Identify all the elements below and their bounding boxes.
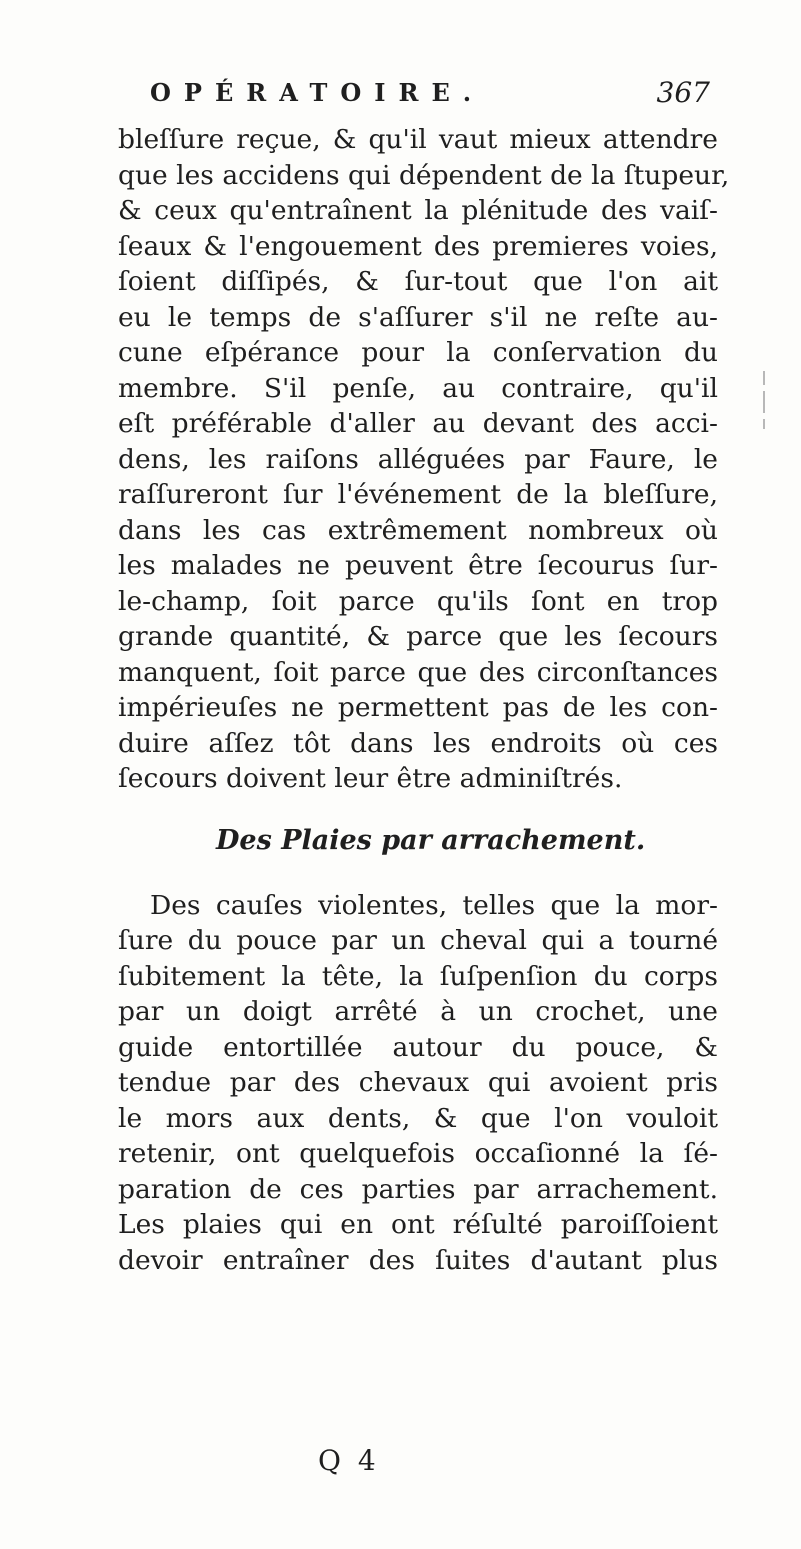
text-line: ſecours doivent leur être adminiſtrés.	[118, 763, 623, 794]
text-line: & ceux qu'entraînent la plénitude des vaiſ-	[118, 195, 718, 226]
text-line: impérieuſes ne permettent pas de les con-	[118, 692, 718, 723]
text-line: que les accidens qui dépendent de la ſtupeur,	[118, 159, 730, 191]
section-title: Des Plaies par arrachement.	[216, 824, 646, 856]
text-line: ſure du pouce par un cheval qui a tourné	[118, 925, 718, 956]
text-line: retenir, ont quelquefois occaſionné la ſé-	[118, 1138, 718, 1169]
text-line: devoir entraîner des ſuites d'autant plus	[118, 1244, 718, 1276]
text-line: grande quantité, & parce que les ſecours	[118, 621, 718, 652]
text-line: les malades ne peuvent être ſecourus ſur-	[118, 550, 718, 581]
margin-marks	[757, 365, 771, 445]
text-line: Les plaies qui en ont réſulté paroiſſoient	[118, 1209, 718, 1240]
text-line: manquent, ſoit parce que des circonſtances	[118, 656, 718, 688]
margin-mark	[763, 391, 765, 413]
text-line: dans les cas extrêmement nombreux où	[118, 514, 718, 546]
text-line: bleſſure reçue, & qu'il vaut mieux attendre	[118, 124, 718, 155]
text-line: duire aſſez tôt dans les endroits où ces	[118, 727, 718, 759]
text-line: par un doigt arrêté à un crochet, une	[118, 996, 718, 1027]
text-line: ſubitement la tête, la ſuſpenſion du corps	[118, 960, 718, 992]
text-line: eu le temps de s'aſſurer s'il ne reſte au-	[118, 301, 718, 333]
signature-mark: Q 4	[318, 1444, 380, 1477]
running-head: OPÉRATOIRE.	[150, 78, 485, 107]
text-line: ſeaux & l'engouement des premieres voies,	[118, 230, 718, 262]
text-line: ſoient diſſipés, & ſur-tout que l'on ait	[118, 266, 718, 297]
margin-mark	[763, 419, 765, 429]
text-line: raſſureront ſur l'événement de la bleſſure,	[118, 479, 718, 510]
text-line: Des cauſes violentes, telles que la mor-	[150, 889, 718, 921]
text-line: le mors aux dents, & que l'on vouloit	[118, 1102, 718, 1134]
text-line: paration de ces parties par arrachement.	[118, 1173, 718, 1205]
paragraph-1	[118, 122, 730, 797]
page-header	[150, 78, 710, 118]
text-line: dens, les raiſons alléguées par Faure, le	[118, 443, 718, 475]
body-text	[118, 122, 730, 1278]
page-number: 367	[656, 76, 710, 109]
text-line: le-champ, ſoit parce qu'ils ſont en trop	[118, 585, 718, 617]
text-line: guide entortillée autour du pouce, &	[118, 1031, 718, 1063]
text-line: tendue par des chevaux qui avoient pris	[118, 1067, 718, 1098]
text-line: eſt préférable d'aller au devant des acci-	[118, 408, 718, 439]
text-line: membre. S'il penſe, au contraire, qu'il	[118, 372, 718, 404]
paragraph-2	[118, 888, 718, 1279]
margin-mark	[763, 371, 765, 385]
text-line: cune eſpérance pour la conſervation du	[118, 337, 718, 368]
